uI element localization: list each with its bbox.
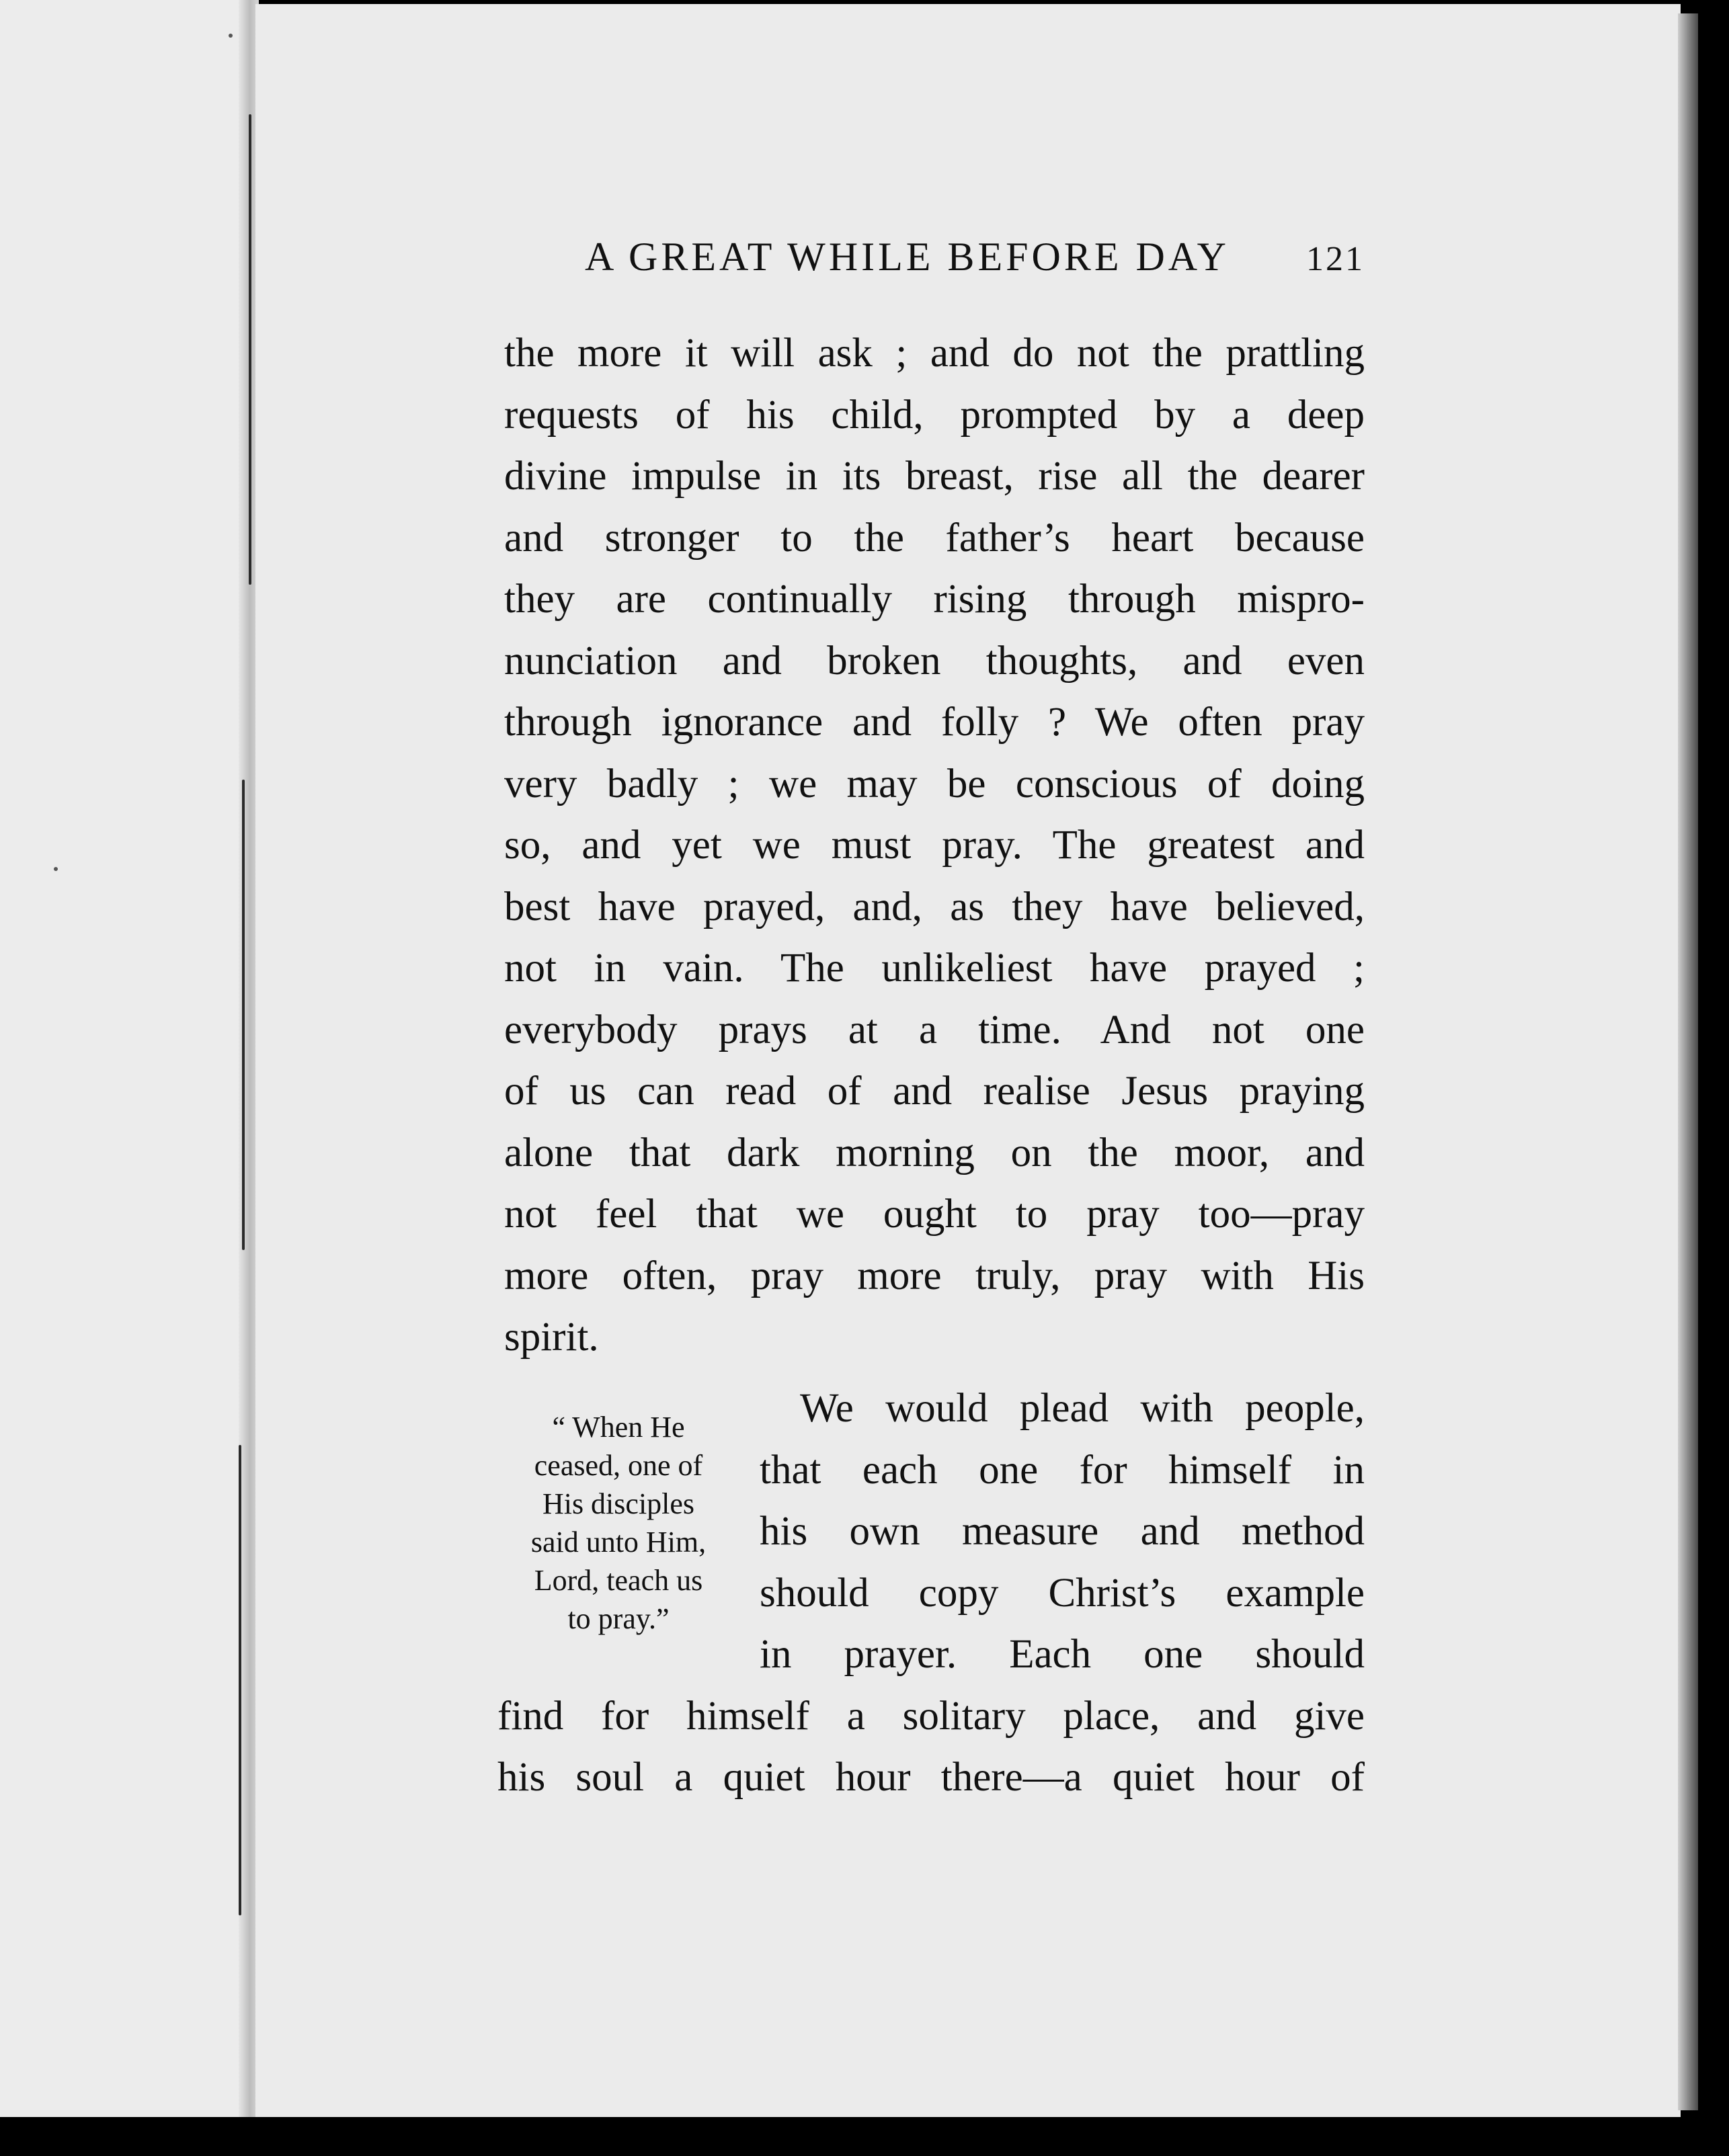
text-line: best have prayed, and, as they have believed, (504, 884, 1365, 929)
text-line: find for himself a solitary place, and give (497, 1693, 1365, 1739)
text-line: they are continually rising through mispro- (504, 577, 1365, 622)
text-line: should copy Christ’s example (760, 1570, 1365, 1616)
margin-note-line: ceased, one of (534, 1449, 703, 1482)
margin-note-line: Lord, teach us (534, 1564, 703, 1597)
text-line: more often, pray more truly, pray with His (504, 1253, 1365, 1298)
stitch-mark (249, 114, 251, 585)
page-number: 121 (1306, 240, 1365, 278)
stitch-mark (239, 1445, 241, 1915)
text-line: spirit. (504, 1315, 599, 1360)
margin-note-line: His disciples (542, 1487, 695, 1520)
text-line: through ignorance and folly ? We often pray (504, 700, 1365, 745)
text-line: and stronger to the father’s heart because (504, 515, 1365, 561)
text-line: in prayer. Each one should (760, 1632, 1365, 1677)
text-line: that each one for himself in (760, 1447, 1365, 1493)
text-line: so, and yet we must pray. The greatest and (504, 823, 1365, 868)
running-title: A GREAT WHILE BEFORE DAY (585, 235, 1230, 279)
text-line: divine impulse in its breast, rise all the dearer (504, 454, 1365, 499)
text-line: alone that dark morning on the moor, and (504, 1130, 1365, 1175)
margin-note-line: “ When He (552, 1411, 685, 1444)
text-line: very badly ; we may be conscious of doing (504, 761, 1365, 806)
facing-page-edge (0, 0, 250, 2117)
page-edge (1678, 13, 1698, 2110)
paper-speck (54, 867, 58, 871)
stitch-mark (242, 780, 245, 1250)
text-line: requests of his child, prompted by a deep (504, 392, 1365, 438)
text-line: not feel that we ought to pray too—pray (504, 1192, 1365, 1237)
text-line: everybody prays at a time. And not one (504, 1007, 1365, 1052)
text-line: the more it will ask ; and do not the prattling (504, 331, 1365, 376)
margin-note-line: to pray.” (567, 1602, 670, 1635)
text-line: his own measure and method (760, 1509, 1365, 1554)
running-head (585, 234, 1365, 288)
paragraph-1 (504, 323, 1365, 1368)
text-line: not in vain. The unlikeliest have prayed ; (504, 946, 1365, 991)
text-line: of us can read of and realise Jesus praying (504, 1069, 1365, 1114)
text-line: his soul a quiet hour there—a quiet hour of (497, 1755, 1365, 1800)
margin-note-line: said unto Him, (530, 1526, 707, 1559)
paragraph-2 (497, 1378, 1365, 1809)
text-line: nunciation and broken thoughts, and even (504, 638, 1365, 683)
paper-speck (229, 34, 233, 38)
text-line: We would plead with people, (800, 1386, 1365, 1431)
